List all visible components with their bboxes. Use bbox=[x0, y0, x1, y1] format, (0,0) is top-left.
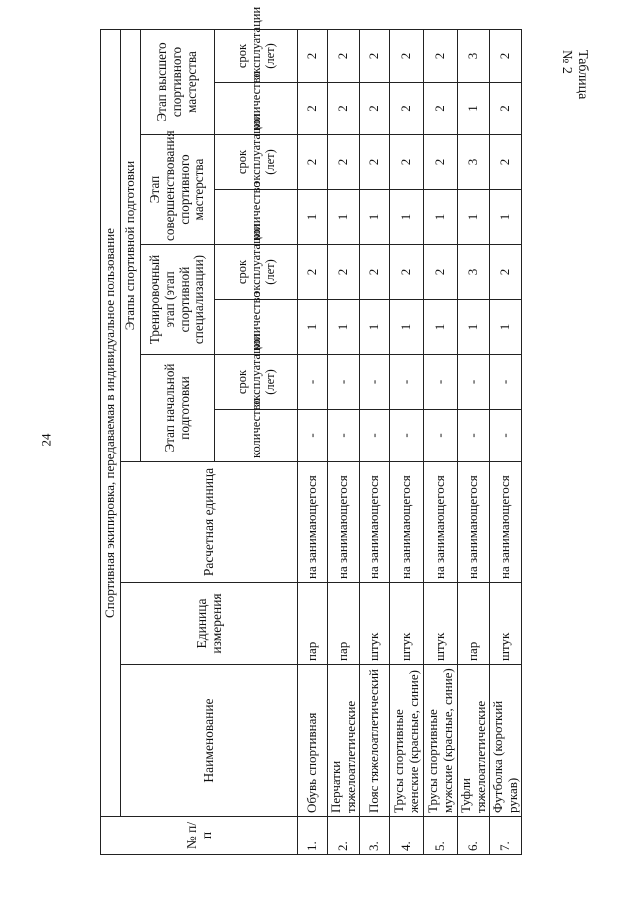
cell-period: 2 bbox=[424, 245, 458, 300]
cell-period: - bbox=[360, 355, 390, 410]
row-number: 3. bbox=[360, 817, 390, 855]
col-num-header: № п/п bbox=[101, 817, 298, 855]
header-row-1 bbox=[101, 29, 121, 854]
row-unit: штук bbox=[490, 583, 522, 665]
sub-header-qty: количество bbox=[215, 190, 298, 245]
table-row bbox=[328, 29, 360, 854]
stages-header: Этапы спортивной подготовки bbox=[121, 29, 141, 461]
table-caption-wrap bbox=[558, 50, 590, 100]
cell-period: 2 bbox=[490, 245, 522, 300]
sub-header-period: срок эксплуатации (лет) bbox=[215, 245, 298, 300]
row-number: 4. bbox=[390, 817, 424, 855]
row-calc: на занимающегося bbox=[328, 462, 360, 583]
row-number: 6. bbox=[458, 817, 490, 855]
cell-period: 2 bbox=[298, 29, 328, 82]
row-calc: на занимающегося bbox=[490, 462, 522, 583]
table-row bbox=[360, 29, 390, 854]
row-unit: пар bbox=[458, 583, 490, 665]
cell-period: 2 bbox=[424, 135, 458, 190]
cell-qty: 2 bbox=[360, 83, 390, 135]
cell-period: 2 bbox=[360, 245, 390, 300]
cell-qty: - bbox=[298, 410, 328, 462]
cell-period: - bbox=[490, 355, 522, 410]
cell-period: 3 bbox=[458, 135, 490, 190]
row-calc: на занимающегося bbox=[390, 462, 424, 583]
cell-period: 2 bbox=[328, 245, 360, 300]
cell-qty: 2 bbox=[328, 83, 360, 135]
cell-period: - bbox=[298, 355, 328, 410]
row-number: 5. bbox=[424, 817, 458, 855]
cell-period: - bbox=[458, 355, 490, 410]
table-row bbox=[390, 29, 424, 854]
header-row-2 bbox=[121, 29, 141, 854]
cell-qty: 2 bbox=[424, 83, 458, 135]
table-body bbox=[101, 6, 522, 854]
cell-period: 2 bbox=[298, 135, 328, 190]
cell-qty: - bbox=[360, 410, 390, 462]
row-calc: на занимающегося bbox=[458, 462, 490, 583]
cell-period: - bbox=[390, 355, 424, 410]
row-unit: пар bbox=[298, 583, 328, 665]
cell-qty: 2 bbox=[390, 83, 424, 135]
cell-qty: 1 bbox=[360, 300, 390, 355]
cell-qty: - bbox=[328, 410, 360, 462]
cell-qty: 1 bbox=[328, 300, 360, 355]
stage-header-initial: Этап начальной подготовки bbox=[141, 355, 215, 462]
cell-qty: 1 bbox=[360, 190, 390, 245]
row-unit: штук bbox=[424, 583, 458, 665]
row-name: Трусы спортивные женские (красные, синие) bbox=[390, 665, 424, 817]
col-calc-header: Расчетная единица bbox=[121, 462, 298, 583]
sub-header-qty: количество bbox=[215, 83, 298, 135]
row-name: Обувь спортивная bbox=[298, 665, 328, 817]
cell-qty: 1 bbox=[390, 300, 424, 355]
row-number: 2. bbox=[328, 817, 360, 855]
sub-header-qty: количество bbox=[215, 300, 298, 355]
cell-qty: 1 bbox=[298, 190, 328, 245]
cell-qty: 1 bbox=[458, 83, 490, 135]
cell-period: 3 bbox=[458, 29, 490, 82]
table-row bbox=[458, 29, 490, 854]
cell-period: 2 bbox=[328, 135, 360, 190]
row-name: Трусы спортивные мужские (красные, синие) bbox=[424, 665, 458, 817]
cell-qty: 2 bbox=[298, 83, 328, 135]
row-calc: на занимающегося bbox=[424, 462, 458, 583]
sub-header-qty: количество bbox=[215, 410, 298, 462]
cell-qty: 1 bbox=[490, 300, 522, 355]
cell-qty: 1 bbox=[458, 300, 490, 355]
stage-header-highest: Этап высшего спортивного мастерства bbox=[141, 29, 215, 134]
row-number: 7. bbox=[490, 817, 522, 855]
col-name-header: Наименование bbox=[121, 665, 298, 817]
equipment-table bbox=[100, 6, 522, 855]
row-name: Перчатки тяжелоатлетические bbox=[328, 665, 360, 817]
row-calc: на занимающегося bbox=[298, 462, 328, 583]
sub-header-period: срок эксплуатации (лет) bbox=[215, 29, 298, 82]
row-unit: штук bbox=[360, 583, 390, 665]
row-name: Пояс тяжелоатлетический bbox=[360, 665, 390, 817]
stage-header-training: Тренировочный этап (этап спортивной специализации) bbox=[141, 245, 215, 355]
row-unit: пар bbox=[328, 583, 360, 665]
sub-header-period: срок эксплуатации (лет) bbox=[215, 135, 298, 190]
cell-qty: 1 bbox=[424, 190, 458, 245]
cell-qty: 1 bbox=[490, 190, 522, 245]
table-row bbox=[424, 29, 458, 854]
cell-period: - bbox=[328, 355, 360, 410]
cell-period: 2 bbox=[390, 135, 424, 190]
top-header: Спортивная экипировка, передаваемая в индивидуальное пользование bbox=[101, 29, 121, 816]
cell-qty: - bbox=[490, 410, 522, 462]
cell-qty: 1 bbox=[298, 300, 328, 355]
cell-qty: - bbox=[424, 410, 458, 462]
row-name: Футболка (короткий рукав) bbox=[490, 665, 522, 817]
row-number: 1. bbox=[298, 817, 328, 855]
cell-period: 2 bbox=[298, 245, 328, 300]
cell-period: 2 bbox=[490, 29, 522, 82]
cell-period: - bbox=[424, 355, 458, 410]
cell-qty: 1 bbox=[424, 300, 458, 355]
row-unit: штук bbox=[390, 583, 424, 665]
cell-qty: - bbox=[458, 410, 490, 462]
cell-period: 2 bbox=[360, 135, 390, 190]
row-calc: на занимающегося bbox=[360, 462, 390, 583]
cell-period: 2 bbox=[390, 245, 424, 300]
cell-qty: 1 bbox=[328, 190, 360, 245]
cell-period: 2 bbox=[328, 29, 360, 82]
cell-qty: 1 bbox=[390, 190, 424, 245]
col-unit-header: Единица измерения bbox=[121, 583, 298, 665]
cell-period: 2 bbox=[360, 29, 390, 82]
stage-header-improvement: Этап совершенствования спортивного мастерства bbox=[141, 135, 215, 245]
page-number: 24 bbox=[38, 433, 54, 447]
row-name: Туфли тяжелоатлетические bbox=[458, 665, 490, 817]
cell-period: 2 bbox=[424, 29, 458, 82]
table-row bbox=[298, 29, 328, 854]
table-caption: Таблица № 2 bbox=[559, 50, 590, 100]
cell-period: 2 bbox=[490, 135, 522, 190]
sub-header-period: срок эксплуатации (лет) bbox=[215, 355, 298, 410]
cell-period: 2 bbox=[390, 29, 424, 82]
cell-qty: 2 bbox=[490, 83, 522, 135]
table-row bbox=[490, 29, 522, 854]
cell-qty: 1 bbox=[458, 190, 490, 245]
rotated-table-wrap bbox=[100, 6, 522, 855]
cell-period: 3 bbox=[458, 245, 490, 300]
cell-qty: - bbox=[390, 410, 424, 462]
